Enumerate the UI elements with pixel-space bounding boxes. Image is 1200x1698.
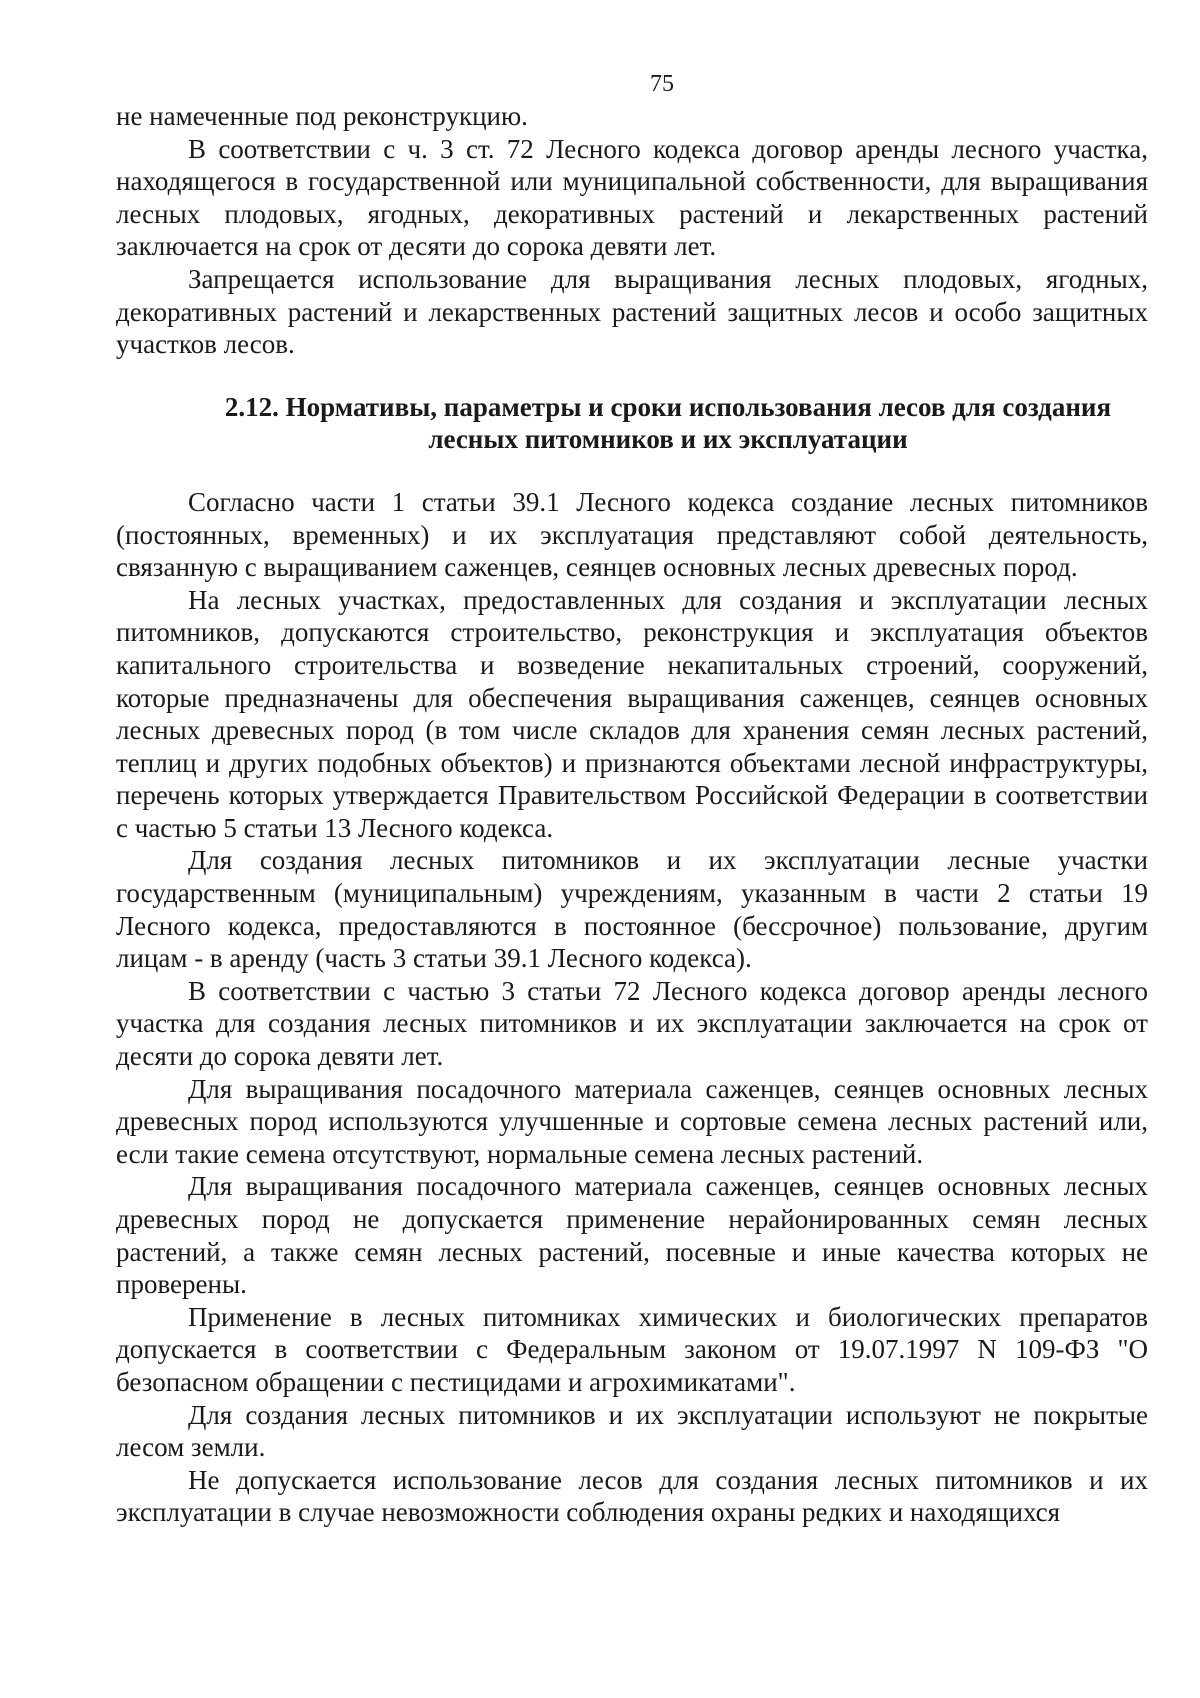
paragraph: На лесных участках, предоставленных для создания и эксплуатации лесных питомников, допускаются строительство, реконструкция и эксплуатация объектов капитального строительства и возведение некапитальных строений, сооружений, которые предназначены для обеспечения выращивания саженцев, сеянцев основных лесных древесных пород (в том числе складов для хранения семян лесных растений, теплиц и других подобных объектов) и признаются объектами лесной инфраструктуры, перечень которых утверждается Правительством Российской Федерации в соответствии с частью 5 статьи 13 Лесного кодекса.	[116, 584, 1148, 843]
section-heading	[188, 391, 1148, 456]
page-number: 75	[650, 71, 674, 97]
paragraph: Применение в лесных питомниках химических и биологических препаратов допускается в соответствии с Федеральным законом от 19.07.1997 N 109-ФЗ "О безопасном обращении с пестицидами и агрохимикатами".	[116, 1301, 1148, 1397]
paragraph: Не допускается использование лесов для создания лесных питомников и их эксплуатации в случае невозможности соблюдения охраны редких и находящихся	[116, 1464, 1148, 1528]
section-heading-line: 2.12. Нормативы, параметры и сроки использования лесов для создания	[224, 391, 1112, 422]
paragraph: Для выращивания посадочного материала саженцев, сеянцев основных лесных древесных пород используются улучшенные и сортовые семена лесных растений или, если такие семена отсутствуют, нормальные семена лесных растений.	[116, 1073, 1148, 1169]
paragraph: Для создания лесных питомников и их эксплуатации используют не покрытые лесом земли.	[116, 1399, 1148, 1463]
section-heading-line: лесных питомников и их эксплуатации	[428, 424, 908, 455]
paragraph: Для создания лесных питомников и их эксплуатации лесные участки государственным (муниципальным) учреждениям, указанным в части 2 статьи 19 Лесного кодекса, предоставляются в постоянное (бессрочное) пользование, другим лицам - в аренду (часть 3 статьи 39.1 Лесного кодекса).	[116, 845, 1148, 974]
paragraph: Запрещается использование для выращивания лесных плодовых, ягодных, декоративных растений и лекарственных растений защитных лесов и особо защитных участков лесов.	[116, 263, 1148, 360]
paragraph: не намеченные под реконструкцию.	[116, 101, 528, 131]
paragraph: В соответствии с ч. 3 ст. 72 Лесного кодекса договор аренды лесного участка, находящегося в государственной или муниципальной собственности, для выращивания лесных плодовых, ягодных, декоративных растений и лекарственных растений заключается на срок от десяти до сорока девяти лет.	[116, 133, 1148, 262]
paragraph: В соответствии с частью 3 статьи 72 Лесного кодекса договор аренды лесного участка для создания лесных питомников и их эксплуатации заключается на срок от десяти до сорока девяти лет.	[116, 975, 1148, 1072]
document-page	[116, 68, 1148, 1529]
paragraph: Для выращивания посадочного материала саженцев, сеянцев основных лесных древесных пород не допускается применение нерайонированных семян лесных растений, а также семян лесных растений, посевные и иные качества которых не проверены.	[116, 1171, 1148, 1300]
section-text	[116, 486, 1148, 1529]
paragraph: Согласно части 1 статьи 39.1 Лесного кодекса создание лесных питомников (постоянных, временных) и их эксплуатация представляют собой деятельность, связанную с выращиванием саженцев, сеянцев основных лесных древесных пород.	[116, 486, 1148, 583]
intro-text	[116, 100, 1148, 361]
